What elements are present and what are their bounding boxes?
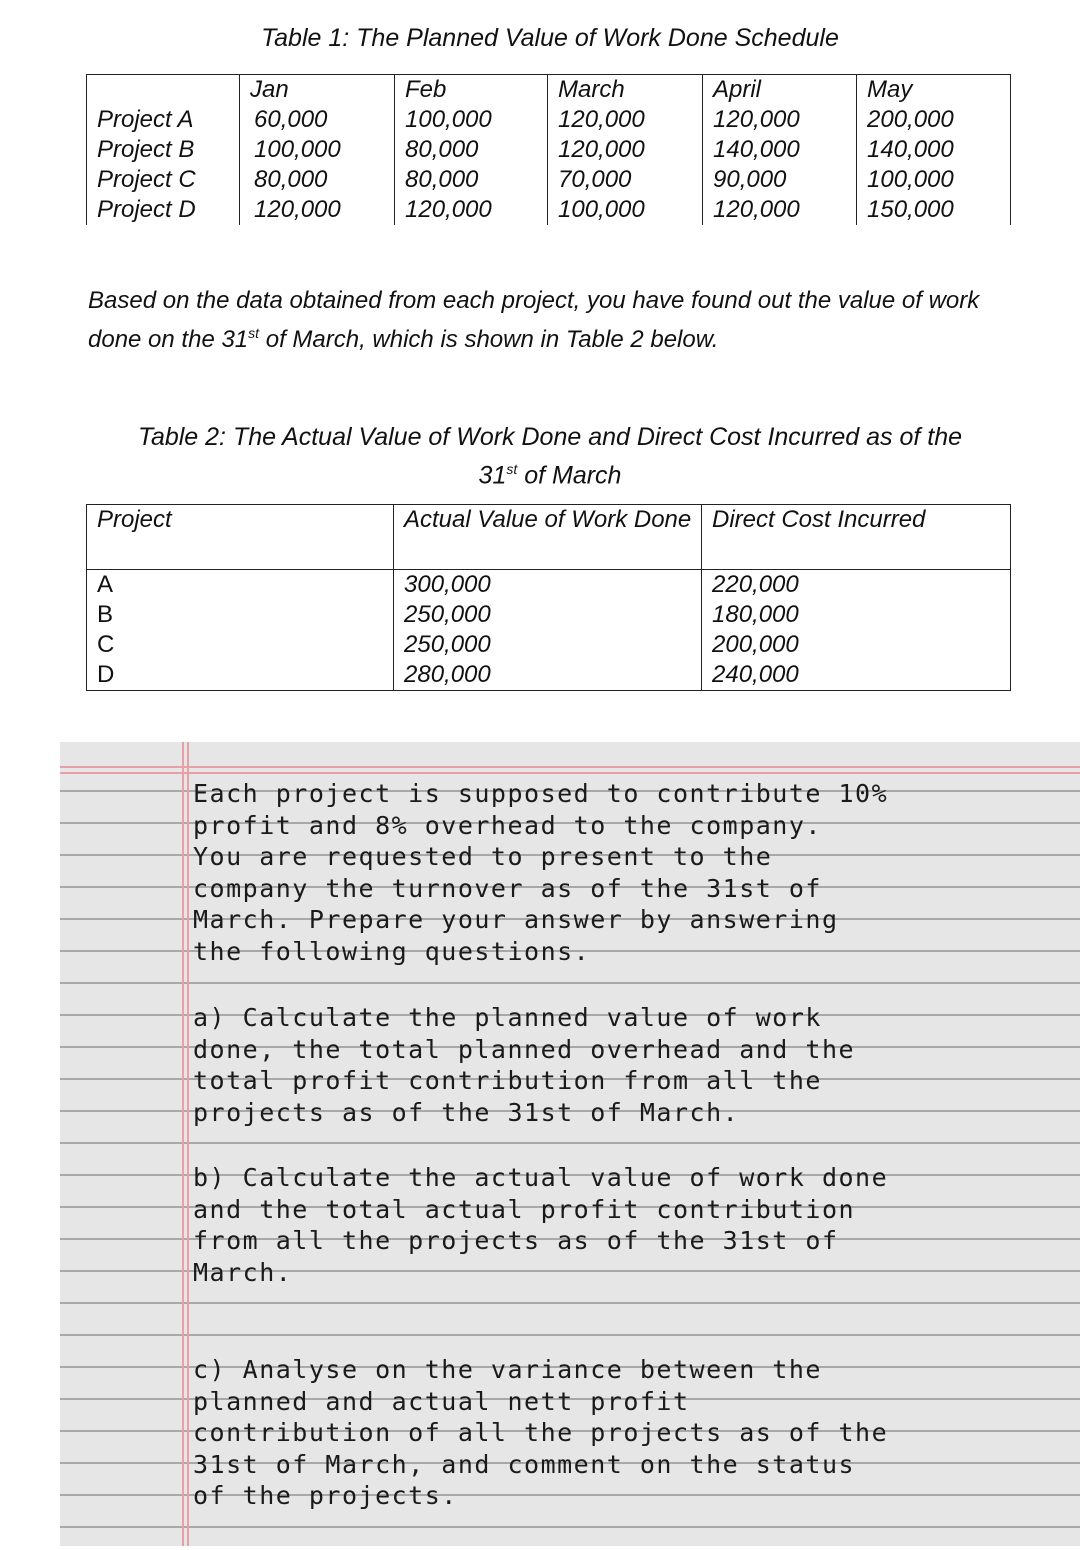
row-label: Project B [87,135,240,165]
table-row [87,630,1011,660]
table-cell: 120,000 [548,105,703,135]
table-header-row [87,505,1011,570]
row-label: B [87,600,394,630]
table-header-row [87,75,1011,106]
header-cell [87,75,240,106]
row-label: Project D [87,195,240,225]
table-cell: 90,000 [703,165,857,195]
table-cell: 140,000 [703,135,857,165]
table-row [87,660,1011,691]
table-cell: 80,000 [395,135,548,165]
table-cell: 120,000 [703,195,857,225]
paper-top-band [60,742,1080,760]
table-row [87,165,1011,195]
table-cell: 200,000 [857,105,1011,135]
header-cell: Direct Cost Incurred [702,505,1011,570]
intro-paragraph [88,284,1028,356]
handwritten-question-a: a) Calculate the planned value of work done, the total planned overhead and the total profit contribution from all the projects as of the 31st of March. [193,1003,856,1127]
ordinal-suffix: st [506,461,518,477]
margin-line [182,742,184,1546]
row-label: A [87,570,394,601]
table-cell: 300,000 [394,570,702,601]
table-row [87,570,1011,601]
actual-value-table [86,504,1011,691]
table-1-caption: Table 1: The Planned Value of Work Done Schedule [261,24,839,52]
table-cell: 200,000 [702,630,1011,660]
notebook-paper [60,742,1080,1546]
table-cell: 100,000 [548,195,703,225]
table-cell: 80,000 [240,165,395,195]
table-row [87,600,1011,630]
table-cell: 180,000 [702,600,1011,630]
caption-line-2-end: of March [517,461,622,490]
table-row [87,195,1011,225]
table-row [87,135,1011,165]
table-cell: 140,000 [857,135,1011,165]
header-cell: Jan [240,75,395,106]
table-cell: 250,000 [394,600,702,630]
caption-line-1: Table 2: The Actual Value of Work Done and Direct Cost Incurred as of the [137,423,963,451]
handwritten-question-c: c) Analyse on the variance between the planned and actual nett profit contribution of all the projects as of the 31st of March, and comment on the status of the projects. [193,1355,889,1510]
table-row [87,105,1011,135]
table-cell: 70,000 [548,165,703,195]
table-cell: 100,000 [395,105,548,135]
table-2-caption [90,421,1010,491]
table-cell: 120,000 [703,105,857,135]
ordinal-suffix: st [248,325,260,341]
table-cell: 220,000 [702,570,1011,601]
row-label: C [87,630,394,660]
row-label: Project A [87,105,240,135]
handwritten-instructions: Each project is supposed to contribute 10% profit and 8% overhead to the company. You are requested to present to the company the turnover as of the 31st of March. Prepare your answer by answering the following questions. [193,779,889,966]
handwritten-question-b: b) Calculate the actual value of work done and the total actual profit contribution from all the projects as of the 31st of March. [193,1163,889,1287]
table-cell: 120,000 [548,135,703,165]
header-cell: Project [87,505,394,570]
margin-line [187,742,189,1546]
caption-date: 31 [478,461,507,490]
paragraph-text-end: of March, which is shown in Table 2 below. [259,326,719,353]
row-label: Project C [87,165,240,195]
table-cell: 100,000 [857,165,1011,195]
header-cell: Feb [395,75,548,106]
header-rule [60,772,1080,774]
planned-value-table [86,74,1011,225]
table-cell: 280,000 [394,660,702,691]
table-cell: 150,000 [857,195,1011,225]
paragraph-text: Based on the data obtained from each project, you have found out the value of work done on the 31 [88,287,980,353]
table-cell: 120,000 [240,195,395,225]
row-label: D [87,660,394,691]
header-cell: Actual Value of Work Done [394,505,702,570]
table-cell: 250,000 [394,630,702,660]
header-rule [60,766,1080,768]
header-cell: March [548,75,703,106]
table-cell: 100,000 [240,135,395,165]
table-cell: 240,000 [702,660,1011,691]
table-cell: 60,000 [240,105,395,135]
header-cell: April [703,75,857,106]
table-cell: 80,000 [395,165,548,195]
table-cell: 120,000 [395,195,548,225]
header-cell: May [857,75,1011,106]
